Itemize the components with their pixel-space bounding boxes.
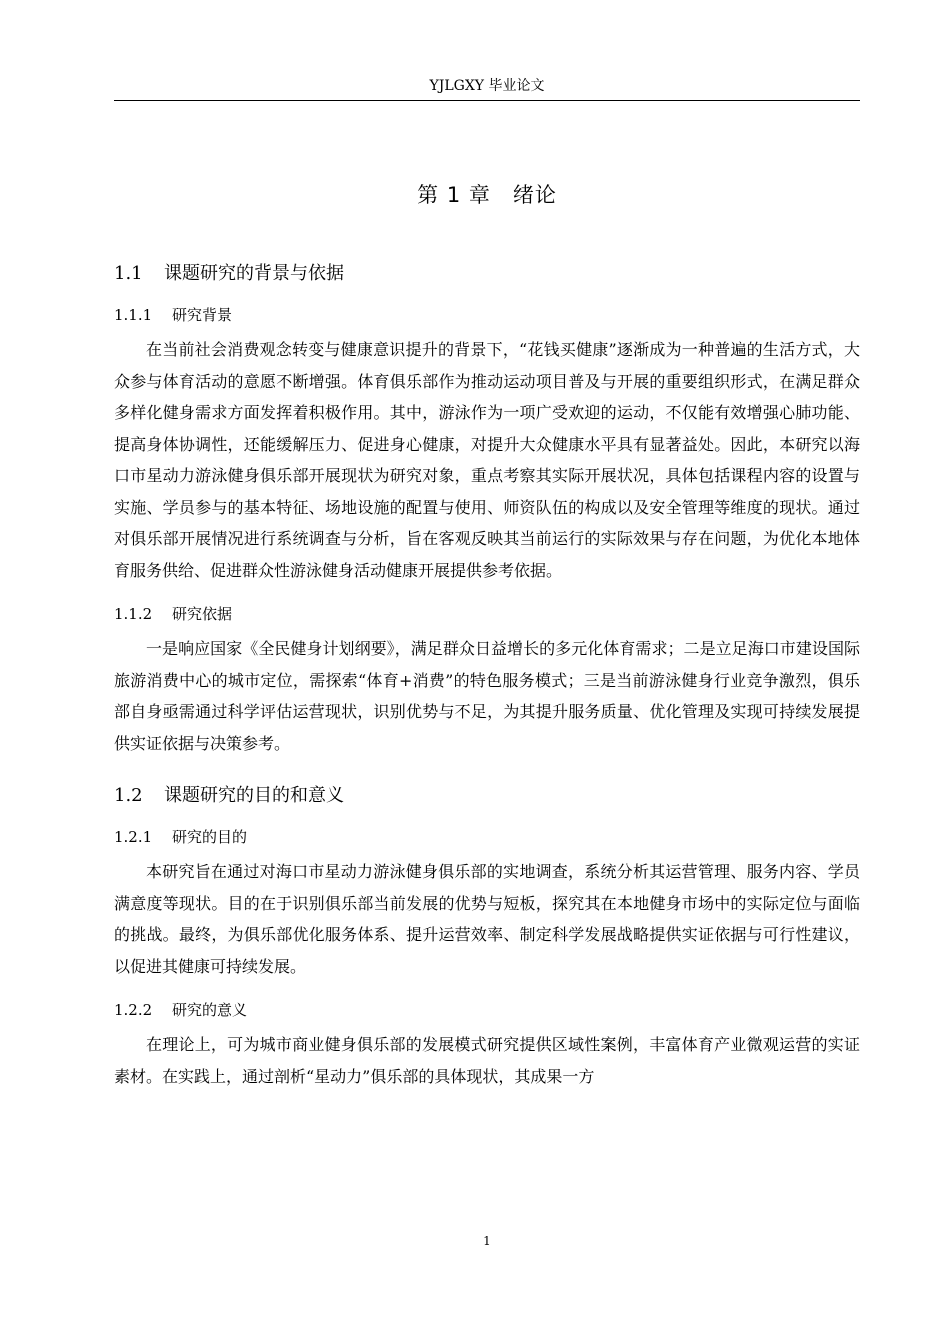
page-content	[114, 170, 860, 1092]
subsection-title: 研究的意义	[172, 1001, 248, 1019]
subsection-title: 研究的目的	[172, 828, 248, 846]
chapter-name: 绪论	[512, 183, 557, 207]
header-rule	[114, 100, 860, 101]
section-title: 课题研究的目的和意义	[164, 785, 344, 806]
chapter-number: 第 1 章	[417, 183, 491, 207]
subsection-heading	[114, 826, 860, 848]
subsection-number: 1.2.2	[114, 1001, 153, 1019]
body-paragraph: 在理论上，可为城市商业健身俱乐部的发展模式研究提供区域性案例，丰富体育产业微观运营的实证素材。在实践上，通过剖析“星动力”俱乐部的具体现状，其成果一方	[114, 1035, 860, 1086]
subsection-heading	[114, 999, 860, 1021]
subsection-title: 研究依据	[172, 605, 233, 623]
subsection-heading	[114, 304, 860, 326]
running-header: YJLGXY 毕业论文	[429, 78, 545, 94]
subsection-heading	[114, 603, 860, 625]
subsection-number: 1.2.1	[114, 828, 153, 846]
section-heading	[114, 784, 860, 808]
section-number: 1.2	[114, 785, 143, 806]
section-heading	[114, 262, 860, 286]
chapter-title	[114, 180, 860, 210]
section-number: 1.1	[114, 263, 143, 284]
subsection-title: 研究背景	[172, 306, 233, 324]
body-paragraph: 一是响应国家《全民健身计划纲要》，满足群众日益增长的多元化体育需求；二是立足海口市建设国际旅游消费中心的城市定位，需探索“体育+消费”的特色服务模式；三是当前游泳健身行业竞争激烈，俱乐部自身亟需通过科学评估运营现状，识别优势与不足，为其提升服务质量、优化管理及实现可持续发展提供实证依据与决策参考。	[114, 639, 860, 753]
section-title: 课题研究的背景与依据	[164, 263, 344, 284]
subsection-number: 1.1.2	[114, 605, 153, 623]
body-paragraph: 在当前社会消费观念转变与健康意识提升的背景下，“花钱买健康”逐渐成为一种普遍的生活方式，大众参与体育活动的意愿不断增强。体育俱乐部作为推动运动项目普及与开展的重要组织形式，在满足群众多样化健身需求方面发挥着积极作用。其中，游泳作为一项广受欢迎的运动，不仅能有效增强心肺功能、提高身体协调性，还能缓解压力、促进身心健康，对提升大众健康水平具有显著益处。因此，本研究以海口市星动力游泳健身俱乐部开展现状为研究对象，重点考察其实际开展状况，具体包括课程内容的设置与实施、学员参与的基本特征、场地设施的配置与使用、师资队伍的构成以及安全管理等维度的现状。通过对俱乐部开展情况进行系统调查与分析，旨在客观反映其当前运行的实际效果与存在问题，为优化本地体育服务供给、促进群众性游泳健身活动健康开展提供参考依据。	[114, 340, 860, 580]
body-paragraph: 本研究旨在通过对海口市星动力游泳健身俱乐部的实地调查，系统分析其运营管理、服务内容、学员满意度等现状。目的在于识别俱乐部当前发展的优势与短板，探究其在本地健身市场中的实际定位与面临的挑战。最终，为俱乐部优化服务体系、提升运营效率、制定科学发展战略提供实证依据与可行性建议，以促进其健康可持续发展。	[114, 862, 860, 976]
page-number: 1	[483, 1234, 491, 1248]
subsection-number: 1.1.1	[114, 306, 153, 324]
